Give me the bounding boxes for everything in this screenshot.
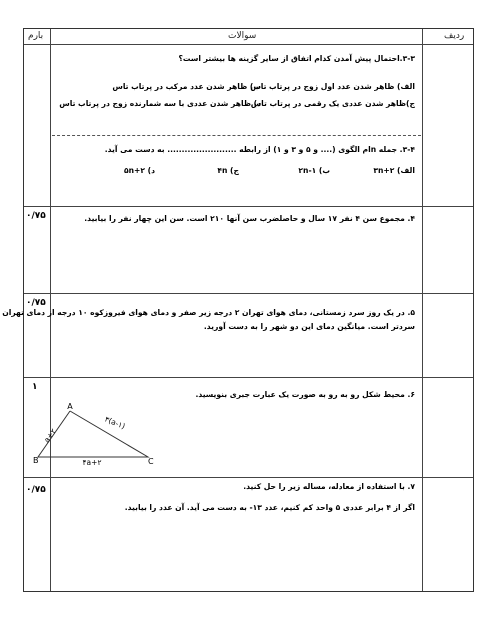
- question-6-score: ۱: [32, 382, 38, 392]
- question-3-3-option-c: ج)ظاهر شدن عددی یک رقمی در پرتاب تاس: [250, 99, 415, 108]
- triangle-figure: [30, 401, 160, 466]
- header-row-label: ردیف: [444, 31, 465, 41]
- question-3-4-option-a: الف) ۳n+۲: [373, 166, 415, 175]
- side-ab-label: a+۲: [41, 426, 58, 445]
- header-divider: [24, 44, 473, 45]
- question-3-4-option-c: ج) ۴n: [217, 166, 239, 175]
- question-7-line-2: اگر از ۴ برابر عددی ۵ واحد کم کنیم، عدد ۱۳- به دست می آید. آن عدد را بیابید.: [124, 503, 415, 512]
- question-5-line-2: سردتر است. میانگین دمای این دو شهر را به دست آورید.: [203, 322, 415, 331]
- vertex-a-label: A: [67, 402, 73, 411]
- question-7-score: ۰/۷۵: [26, 485, 46, 495]
- row-divider: [24, 206, 473, 207]
- question-3-4-option-b: ب) ۲n-۱: [298, 166, 330, 175]
- question-3-3-option-d: د) ظاهر شدن عددی با سه شمارنده زوج در پرتاب تاس: [59, 99, 261, 108]
- question-3-4-option-d: د) ۵n+۲: [123, 166, 155, 175]
- question-3-3-title: ۳-۳.احتمال پیش آمدن کدام اتفاق از سایر گزینه ها بیشتر است؟: [178, 54, 415, 63]
- row-divider: [24, 477, 473, 478]
- question-3-3-option-a: الف) ظاهر شدن عدد اول زوج در پرتاب تاس: [250, 82, 415, 91]
- side-bc-label: ۴a+۲: [82, 458, 102, 466]
- side-ac-label: ۳(a-۱): [103, 414, 127, 431]
- question-6-text: ۶. محیط شکل رو به رو به صورت یک عبارت جبری بنویسید.: [195, 390, 415, 399]
- row-divider: [24, 377, 473, 378]
- vertex-b-label: B: [33, 456, 39, 465]
- question-3-3-option-b: ب) ظاهر شدن عدد مرکب در پرتاب تاس: [112, 82, 261, 91]
- question-4-text: ۴. مجموع سن ۴ نفر ۱۷ سال و حاصلضرب سن آنها ۲۱۰ است. سن این چهار نفر را بیابید.: [84, 214, 415, 223]
- sub-question-divider: [52, 135, 421, 136]
- question-3-4-title: ۳-۴. جمله nام الگوی (.... و ۵ و ۳ و ۱) از رابطه ........................ به دست می آید.: [104, 145, 415, 154]
- question-7-line-1: ۷. با استفاده از معادله، مساله زیر را حل کنید.: [243, 482, 415, 491]
- row-divider: [24, 293, 473, 294]
- header-score-label: بارم: [28, 31, 44, 41]
- exam-sheet: [2, 28, 474, 592]
- header-questions-label: سوالات: [228, 31, 257, 41]
- vertex-c-label: C: [148, 457, 154, 466]
- question-4-score: ۰/۷۵: [26, 211, 46, 221]
- row-column-divider: [422, 29, 423, 591]
- question-5-line-1: ۵. در یک روز سرد زمستانی، دمای هوای تهران ۲ درجه زیر صفر و دمای هوای فیروزکوه ۱۰ درجه از دمای تهران: [2, 308, 415, 317]
- question-5-score: ۰/۷۵: [26, 298, 46, 308]
